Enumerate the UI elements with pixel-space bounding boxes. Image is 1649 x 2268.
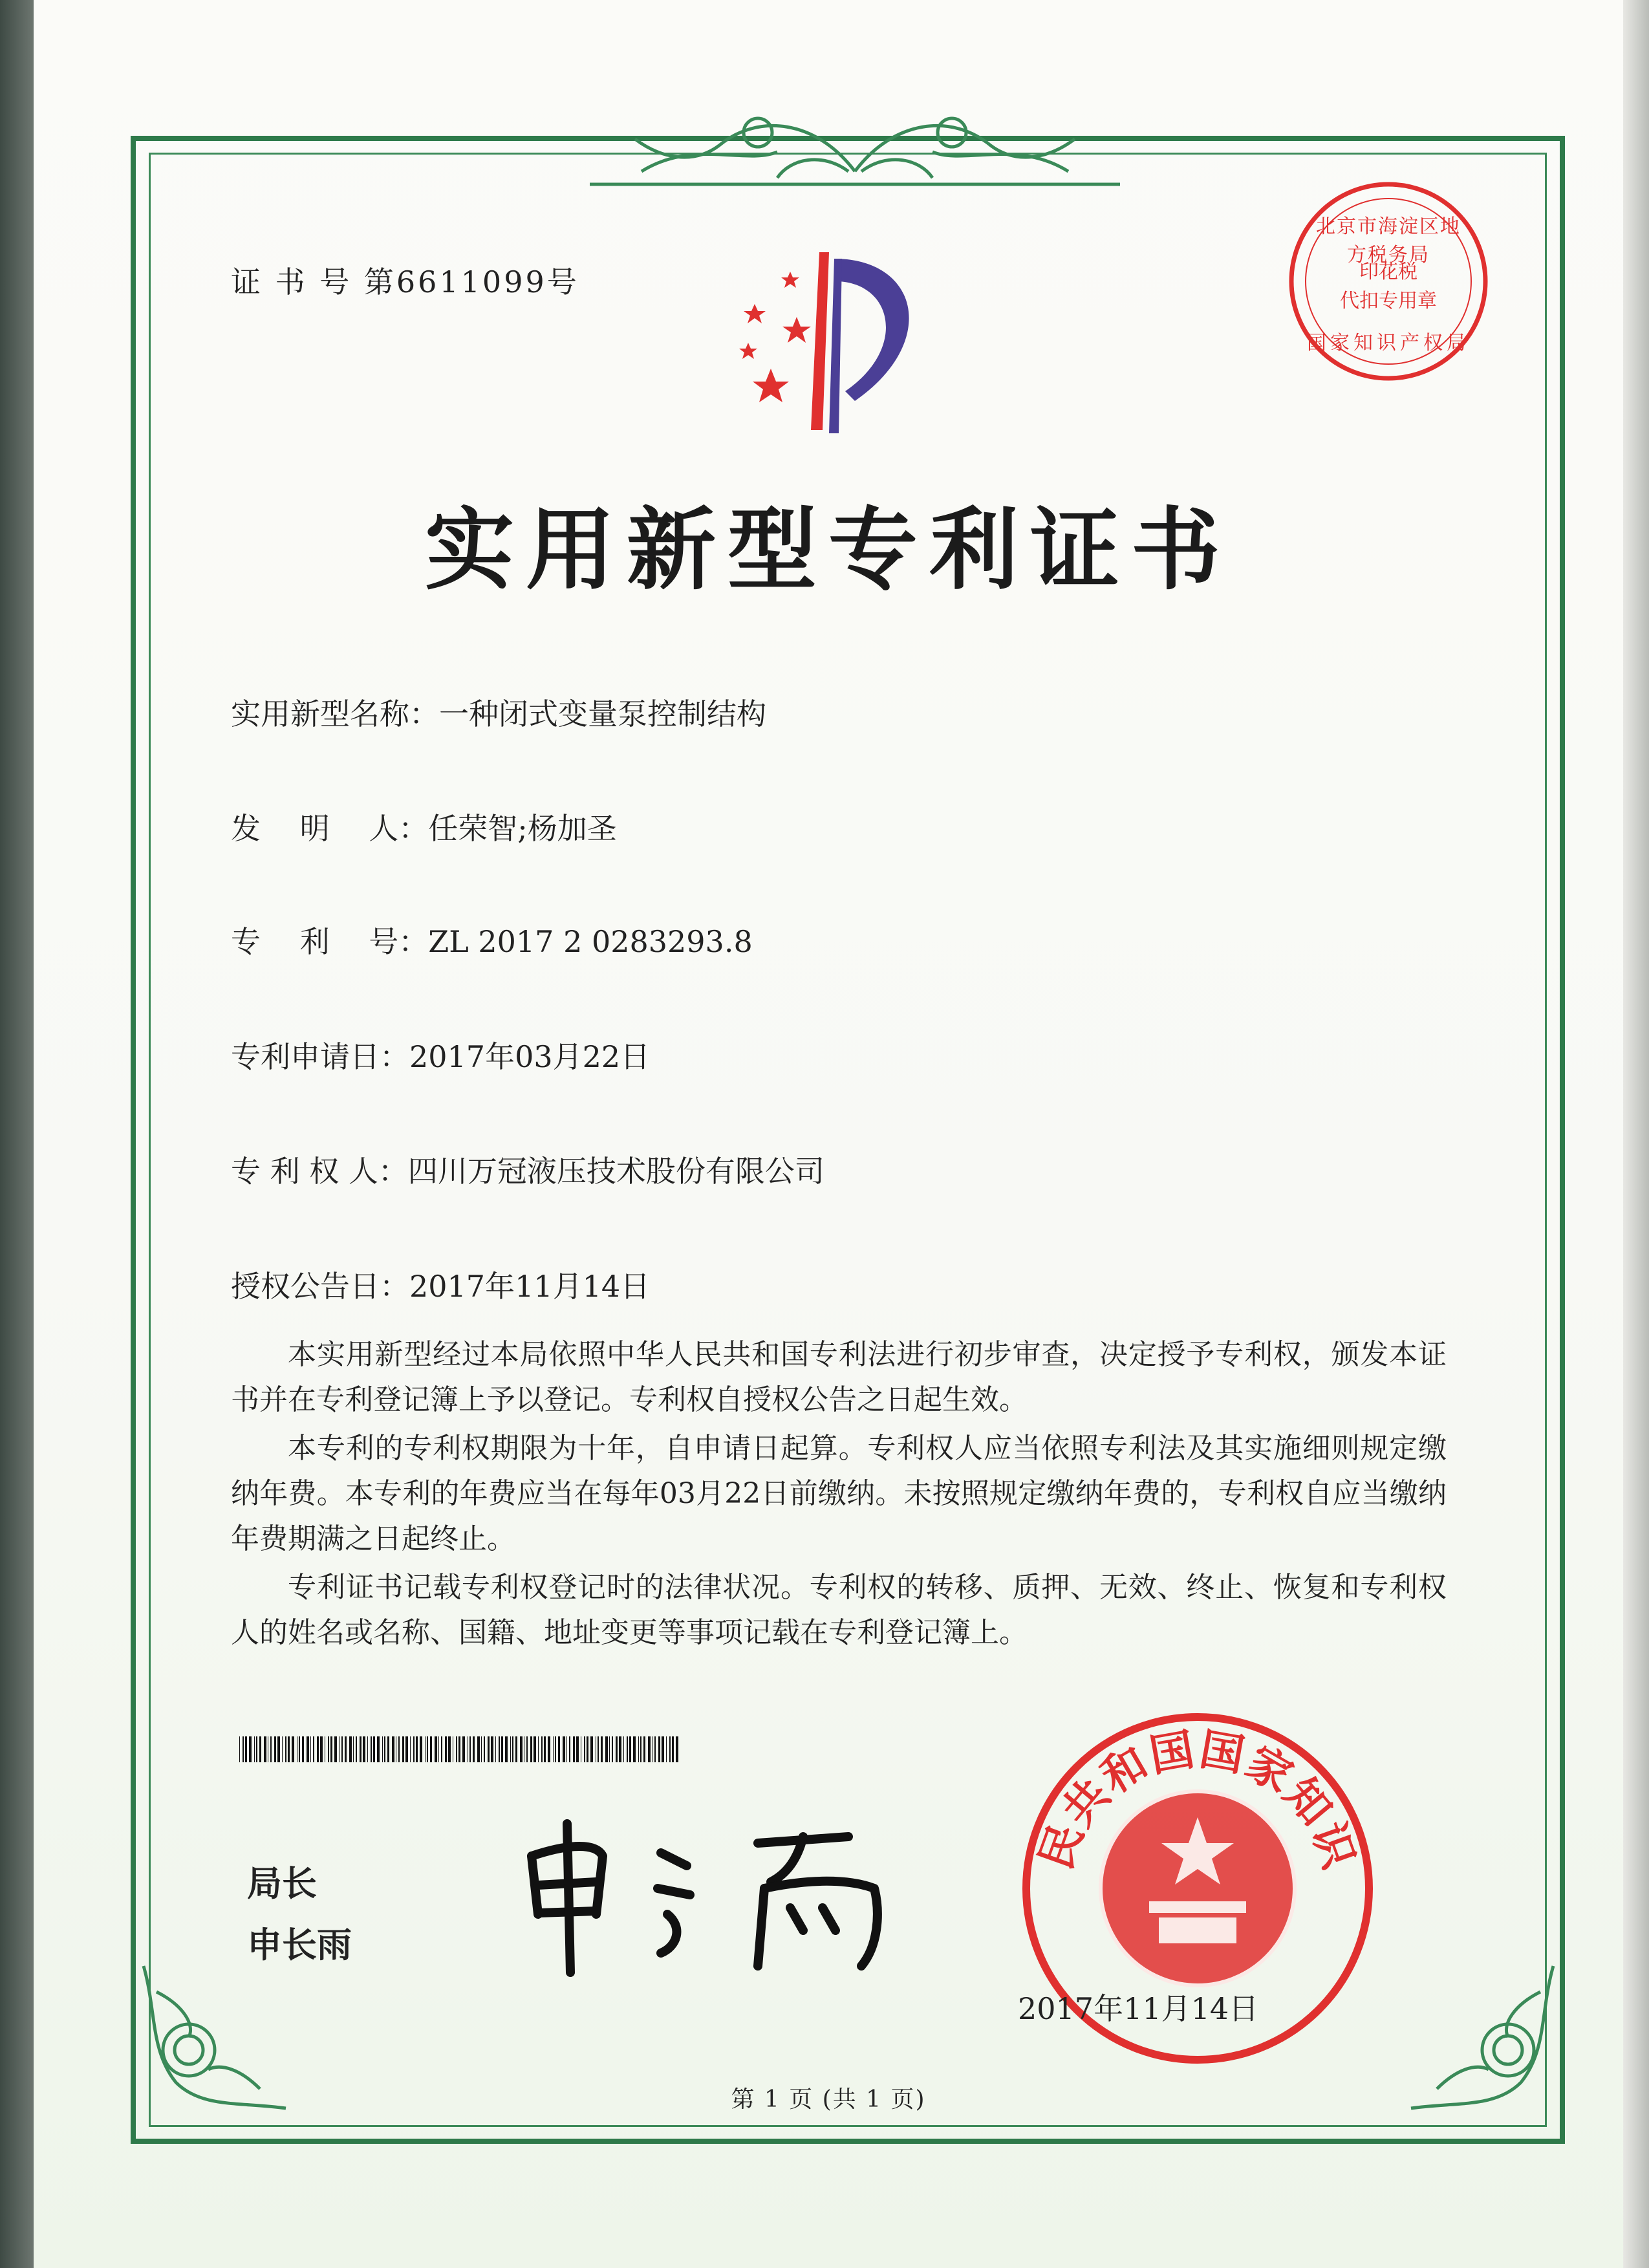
patent-office-logo-icon <box>726 246 958 440</box>
director-name: 申长雨 <box>247 1925 352 1965</box>
field-value: 任荣智;杨加圣 <box>428 811 617 846</box>
director-signature-icon <box>512 1817 926 1985</box>
field-patentee <box>231 1148 824 1191</box>
body-paragraph: 专利证书记载专利权登记时的法律状况。专利权的转移、质押、无效、终止、恢复和专利权人的姓名或名称、国籍、地址变更等事项记载在专利登记簿上。 <box>231 1571 1447 1649</box>
field-utility-model-name <box>231 691 766 733</box>
svg-text:中华人民共和国国家知识产权局: 民共和国国家知识 <box>1030 1723 1365 1877</box>
field-label: 发 明 人： <box>231 811 429 846</box>
field-value: 四川万冠液压技术股份有限公司 <box>407 1154 824 1189</box>
certificate-page <box>34 0 1623 2268</box>
tax-stamp-bottom-text: 国家知识产权局 <box>1307 332 1470 354</box>
field-value: 一种闭式变量泵控制结构 <box>439 697 766 731</box>
field-label: 专 利 号： <box>231 924 429 959</box>
binding-edge <box>0 0 34 2268</box>
barcode-icon <box>239 1736 679 1762</box>
field-label: 专 利 权 人： <box>231 1154 408 1189</box>
tax-stamp-ring-text: 北京市海淀区地方税务局 <box>1316 215 1461 266</box>
field-value: 2017年11月14日 <box>409 1269 651 1304</box>
field-value: ZL 2017 2 0283293.8 <box>428 924 753 959</box>
page-footer: 第 1 页 (共 1 页) <box>731 2086 926 2113</box>
tax-stamp-center-line1: 印花税 <box>1359 261 1417 283</box>
field-grant-date <box>231 1263 650 1306</box>
body-paragraph: 本实用新型经过本局依照中华人民共和国专利法进行初步审查，决定授予专利权，颁发本证书并在专利登记簿上予以登记。专利权自授权公告之日起生效。 <box>231 1338 1447 1416</box>
certificate-title: 实用新型专利证书 <box>424 497 1232 602</box>
field-patent-number <box>231 918 753 961</box>
tax-stamp-center-line2: 代扣专用章 <box>1340 290 1437 312</box>
field-application-date <box>231 1033 650 1076</box>
top-ornament-icon <box>564 94 1146 191</box>
tax-stamp <box>1282 175 1495 388</box>
field-label: 专利申请日： <box>231 1039 409 1074</box>
field-value: 2017年03月22日 <box>409 1039 651 1074</box>
field-inventors <box>231 805 617 848</box>
certificate-number: 证 书 号 第6611099号 <box>231 265 579 299</box>
seal-date: 2017年11月14日 <box>1018 1991 1259 2026</box>
director-title: 局长 <box>247 1863 317 1904</box>
page-edge-shadow <box>1623 0 1649 2268</box>
field-label: 授权公告日： <box>231 1269 409 1304</box>
field-label: 实用新型名称： <box>231 697 439 731</box>
body-paragraph: 本专利的专利权期限为十年，自申请日起算。专利权人应当依照专利法及其实施细则规定缴纳年费。本专利的年费应当在每年03月22日前缴纳。未按照规定缴纳年费的，专利权自应当缴纳年费期满之日起终止。 <box>231 1432 1447 1555</box>
